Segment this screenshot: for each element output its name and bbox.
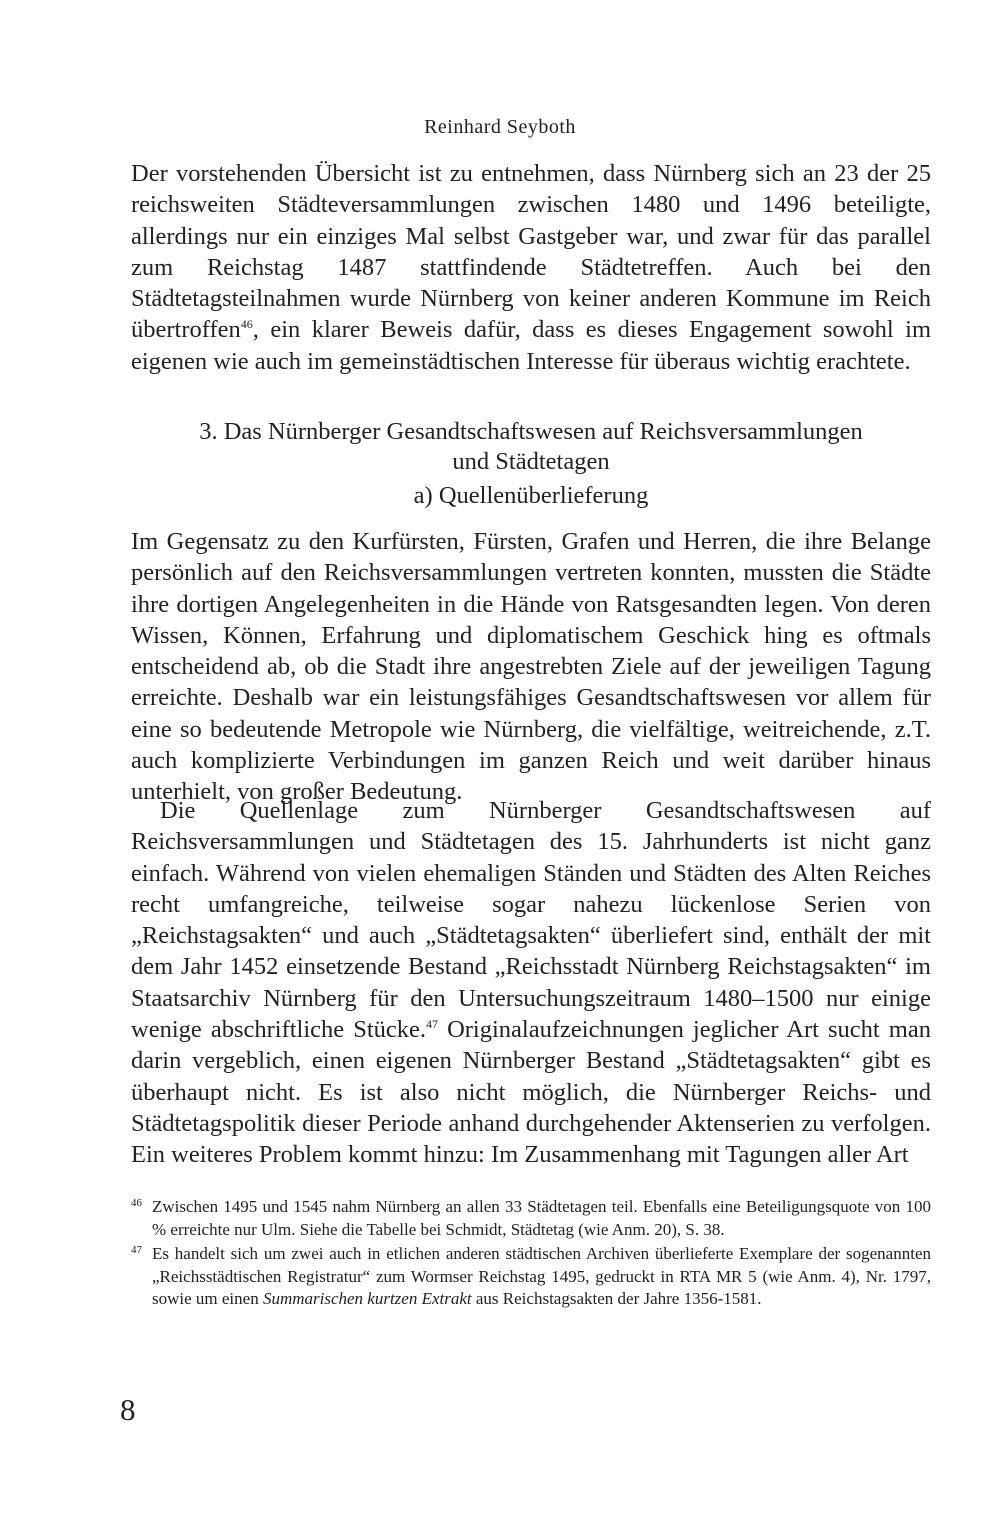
footnote-ref-46[interactable]: 46 [240,317,253,332]
paragraph-3 [131,795,931,1171]
footnote-ref-47[interactable]: 47 [426,1016,439,1031]
paragraph-3-text-b: Originalaufzeichnungen jeglicher Art sucht man darin vergeblich, einen eigenen Nürnberger Bestand „Städtetagsakten“ gibt es überhaupt nicht. Es ist also nicht möglich, die Nürnberger Reichs- und Städtetagspolitik dieser Periode anhand durchgehender Aktenserien zu verfolgen. Ein weiteres Problem kommt hinzu: Im Zusammenhang mit Tagungen aller Art [131,1016,931,1169]
section-heading-line-2: und Städtetagen [452,448,610,475]
paragraph-3-text-a: Die Quellenlage zum Nürnberger Gesandtschaftswesen auf Reichsversammlungen und Städtetagen des 15. Jahrhunderts ist nicht ganz einfach. Während von vielen ehemaligen Ständen und Städten des Alten Reiches recht umfangreiche, teilweise sogar nahezu lückenlose Serien von „Reichstagsakten“ und auch „Städtetagsakten“ überliefert sind, enthält der mit dem Jahr 1452 einsetzende Bestand „Reichsstadt Nürnberg Reichstagsakten“ im Staatsarchiv Nürnberg für den Untersuchungszeitraum 1480–1500 nur einige wenige abschriftliche Stücke. [131,797,931,1044]
footnote-46 [131,1196,931,1241]
paragraph-1-text-b: , ein klarer Beweis dafür, dass es dieses Engagement sowohl im eigenen wie auch im gemeinstädtischen Interesse für überaus wichtig erachtete. [131,316,931,375]
subsection-heading: a) Quellenüberlieferung [413,482,649,509]
paragraph-1 [131,158,931,377]
running-head: Reinhard Seyboth [424,116,576,138]
page-number: 8 [120,1392,136,1427]
section-heading-line-1: 3. Das Nürnberger Gesandtschaftswesen auf Reichsversammlungen [199,418,863,445]
footnote-italic-title: Summarischen kurtzen Extrakt [262,1289,472,1308]
paragraph-2: Im Gegensatz zu den Kurfürsten, Fürsten, Grafen und Herren, die ihre Belange persönlich auf den Reichsversammlungen vertreten konnten, mussten die Städte ihre dortigen Angelegenheiten in die Hände von Ratsgesandten legen. Von deren Wissen, Können, Erfahrung und diplomatischem Geschick hing es oftmals entscheidend ab, ob die Stadt ihre angestrebten Ziele auf der jeweiligen Tagung erreichte. Deshalb war ein leistungsfähiges Gesandtschaftswesen vor allem für eine so bedeutende Metropole wie Nürnberg, die vielfältige, weitreichende, z.T. auch komplizierte Verbindungen im ganzen Reich und weit darüber hinaus unterhielt, von großer Bedeutung. [131,528,931,806]
footnote-text-a: Es handelt sich um zwei auch in etlichen anderen städtischen Archiven überlieferte Exemplare der sogenannten „Reichsstädtischen Registratur“ zum Wormser Reichstag 1495, gedruckt in RTA MR 5 (wie Anm. 4), Nr. 1797, sowie um einen [152,1244,931,1308]
paragraph-1-text-a: Der vorstehenden Übersicht ist zu entnehmen, dass Nürnberg sich an 23 der 25 reichsweiten Städteversammlungen zwischen 1480 und 1496 beteiligte, allerdings nur ein einziges Mal selbst Gastgeber war, und zwar für das parallel zum Reichstag 1487 stattfindende Städtetreffen. Auch bei den Städtetagsteilnahmen wurde Nürnberg von keiner anderen Kommune im Reich übertroffen [131,160,931,344]
footnotes [131,1196,931,1313]
footnote-number: 46 [131,1197,142,1209]
footnote-text: Zwischen 1495 und 1545 nahm Nürnberg an allen 33 Städtetagen teil. Ebenfalls eine Beteiligungsquote von 100 % erreichte nur Ulm. Siehe die Tabelle bei Schmidt, Städtetag (wie Anm. 20), S. 38. [152,1197,931,1239]
footnote-47 [131,1243,931,1311]
footnote-number: 47 [131,1244,142,1256]
footnote-text-b: aus Reichstagsakten der Jahre 1356-1581. [471,1289,762,1308]
